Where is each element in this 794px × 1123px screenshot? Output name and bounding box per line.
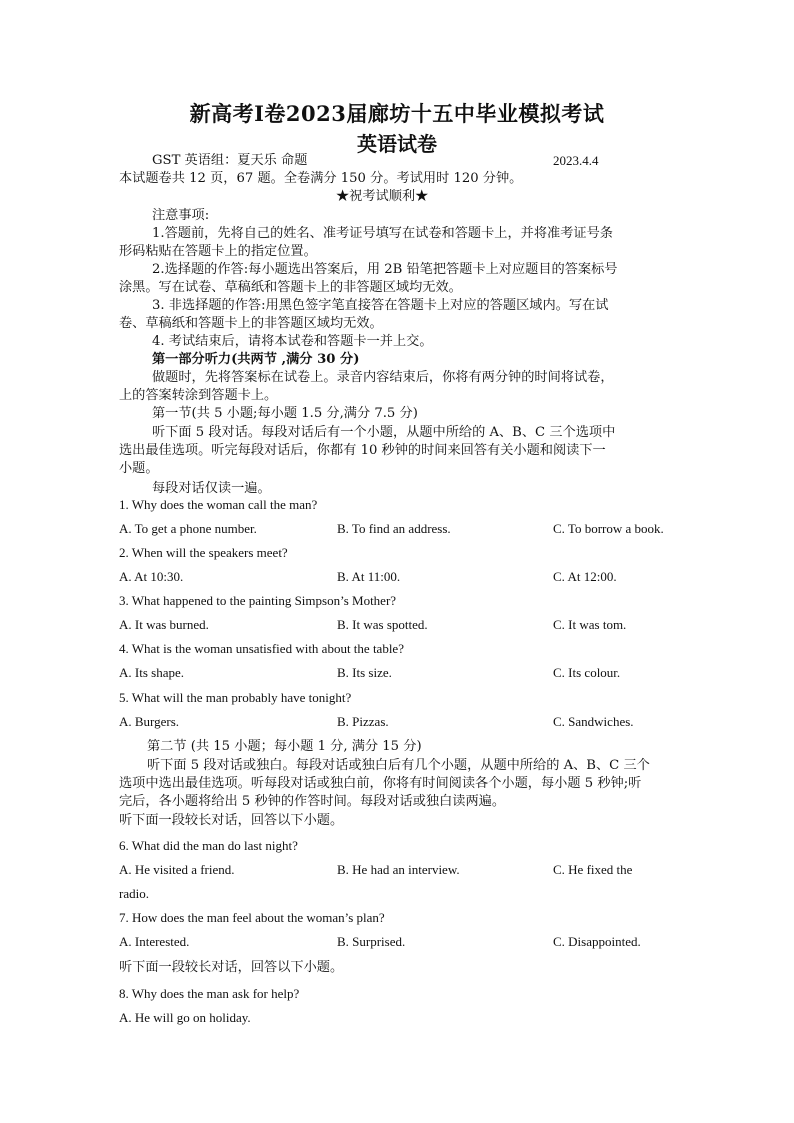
section2-instr-c: 完后，各小题将给出 5 秒钟的作答时间。每段对话或独白读两遍。	[119, 794, 506, 809]
note-3-line-a: 3. 非选择题的作答:用黑色签字笔直接答在答题卡上对应的答题区域内。写在试	[152, 298, 609, 313]
question-6-stem: 6. What did the man do last night?	[119, 838, 298, 853]
question-7-option-a: A. Interested.	[119, 934, 190, 949]
question-7-option-c: C. Disappointed.	[553, 934, 641, 949]
question-4-stem: 4. What is the woman unsatisfied with about the table?	[119, 641, 404, 656]
part1-heading: 第一部分听力(共两节 ,满分 30 分)	[152, 352, 360, 367]
note-1-line-b: 形码粘贴在答题卡上的指定位置。	[119, 244, 317, 259]
question-1-option-b: B. To find an address.	[337, 521, 451, 536]
question-7-option-b: B. Surprised.	[337, 934, 406, 949]
question-3-option-c: C. It was tom.	[553, 617, 627, 632]
question-8-option-a: A. He will go on holiday.	[119, 1010, 251, 1025]
section1-instr-d: 每段对话仅读一遍。	[152, 481, 271, 496]
note-3-line-b: 卷、草稿纸和答题卡上的非答题区域均无效。	[119, 316, 383, 331]
section1-instr-c: 小题。	[119, 461, 159, 476]
note-2-line-a: 2.选择题的作答:每小题选出答案后，用 2B 铅笔把答题卡上对应题目的答案标号	[152, 262, 618, 277]
question-1-stem: 1. Why does the woman call the man?	[119, 497, 318, 512]
question-6-option-a: A. He visited a friend.	[119, 862, 235, 877]
question-4-option-b: B. Its size.	[337, 665, 392, 680]
section1-instr-b: 选出最佳选项。听完每段对话后，你都有 10 秒钟的时间来回答有关小题和阅读下一	[119, 443, 606, 458]
note-1-line-a: 1.答题前，先将自己的姓名、准考证号填写在试卷和答题卡上，并将准考证号条	[152, 226, 613, 241]
section1-heading: 第一节(共 5 小题;每小题 1.5 分,满分 7.5 分)	[152, 406, 418, 421]
section1-instr-a: 听下面 5 段对话。每段对话后有一个小题，从题中所给的 A、B、C 三个选项中	[152, 425, 616, 440]
question-2-option-a: A. At 10:30.	[119, 569, 184, 584]
exam-date: 2023.4.4	[553, 153, 599, 168]
exam-title: 新高考Ⅰ卷2023届廊坊十五中毕业模拟考试	[189, 101, 605, 126]
question-8-stem: 8. Why does the man ask for help?	[119, 986, 300, 1001]
section2-instr-a: 听下面 5 段对话或独白。每段对话或独白后有几个小题，从题中所给的 A、B、C 三个	[147, 758, 650, 773]
section2-instr-d: 听下面一段较长对话，回答以下小题。	[119, 813, 344, 828]
section2-heading: 第二节 (共 15 小题；每小题 1 分, 满分 15 分)	[147, 739, 422, 754]
question-6-option-c-wrap: radio.	[119, 886, 149, 901]
question-2-stem: 2. When will the speakers meet?	[119, 545, 288, 560]
wish-line: ★祝考试顺利★	[336, 189, 429, 204]
question-5-option-c: C. Sandwiches.	[553, 714, 634, 729]
question-4-option-a: A. Its shape.	[119, 665, 184, 680]
question-7-stem: 7. How does the man feel about the woman’s plan?	[119, 910, 385, 925]
question-4-option-c: C. Its colour.	[553, 665, 621, 680]
note-2-line-b: 涂黑。写在试卷、草稿纸和答题卡上的非答题区域均无效。	[119, 280, 462, 295]
part1-intro-b: 上的答案转涂到答题卡上。	[119, 388, 278, 403]
question-2-option-b: B. At 11:00.	[337, 569, 401, 584]
question-5-option-a: A. Burgers.	[119, 714, 180, 729]
authors-line: GST 英语组：夏天乐 命题	[152, 153, 308, 168]
question-5-option-b: B. Pizzas.	[337, 714, 389, 729]
exam-subtitle: 英语试卷	[357, 132, 437, 156]
question-3-option-a: A. It was burned.	[119, 617, 209, 632]
question-3-stem: 3. What happened to the painting Simpson’s Mother?	[119, 593, 397, 608]
question-6-option-c: C. He fixed the	[553, 862, 633, 877]
question-1-option-a: A. To get a phone number.	[119, 521, 257, 536]
exam-summary: 本试题卷共 12 页，67 题。全卷满分 150 分。考试用时 120 分钟。	[119, 171, 523, 186]
question-2-option-c: C. At 12:00.	[553, 569, 617, 584]
note-4: 4. 考试结束后，请将本试卷和答题卡一并上交。	[152, 334, 433, 349]
section2-instr-e: 听下面一段较长对话，回答以下小题。	[119, 960, 344, 975]
part1-intro-a: 做题时，先将答案标在试卷上。录音内容结束后，你将有两分钟的时间将试卷，	[152, 370, 614, 385]
question-1-option-c: C. To borrow a book.	[553, 521, 664, 536]
question-6-option-b: B. He had an interview.	[337, 862, 460, 877]
section2-instr-b: 选项中选出最佳选项。听每段对话或独白前，你将有时间阅读各个小题，每小题 5 秒钟;听	[119, 776, 642, 791]
notes-heading: 注意事项:	[152, 208, 210, 223]
question-5-stem: 5. What will the man probably have tonight?	[119, 690, 352, 705]
question-3-option-b: B. It was spotted.	[337, 617, 428, 632]
